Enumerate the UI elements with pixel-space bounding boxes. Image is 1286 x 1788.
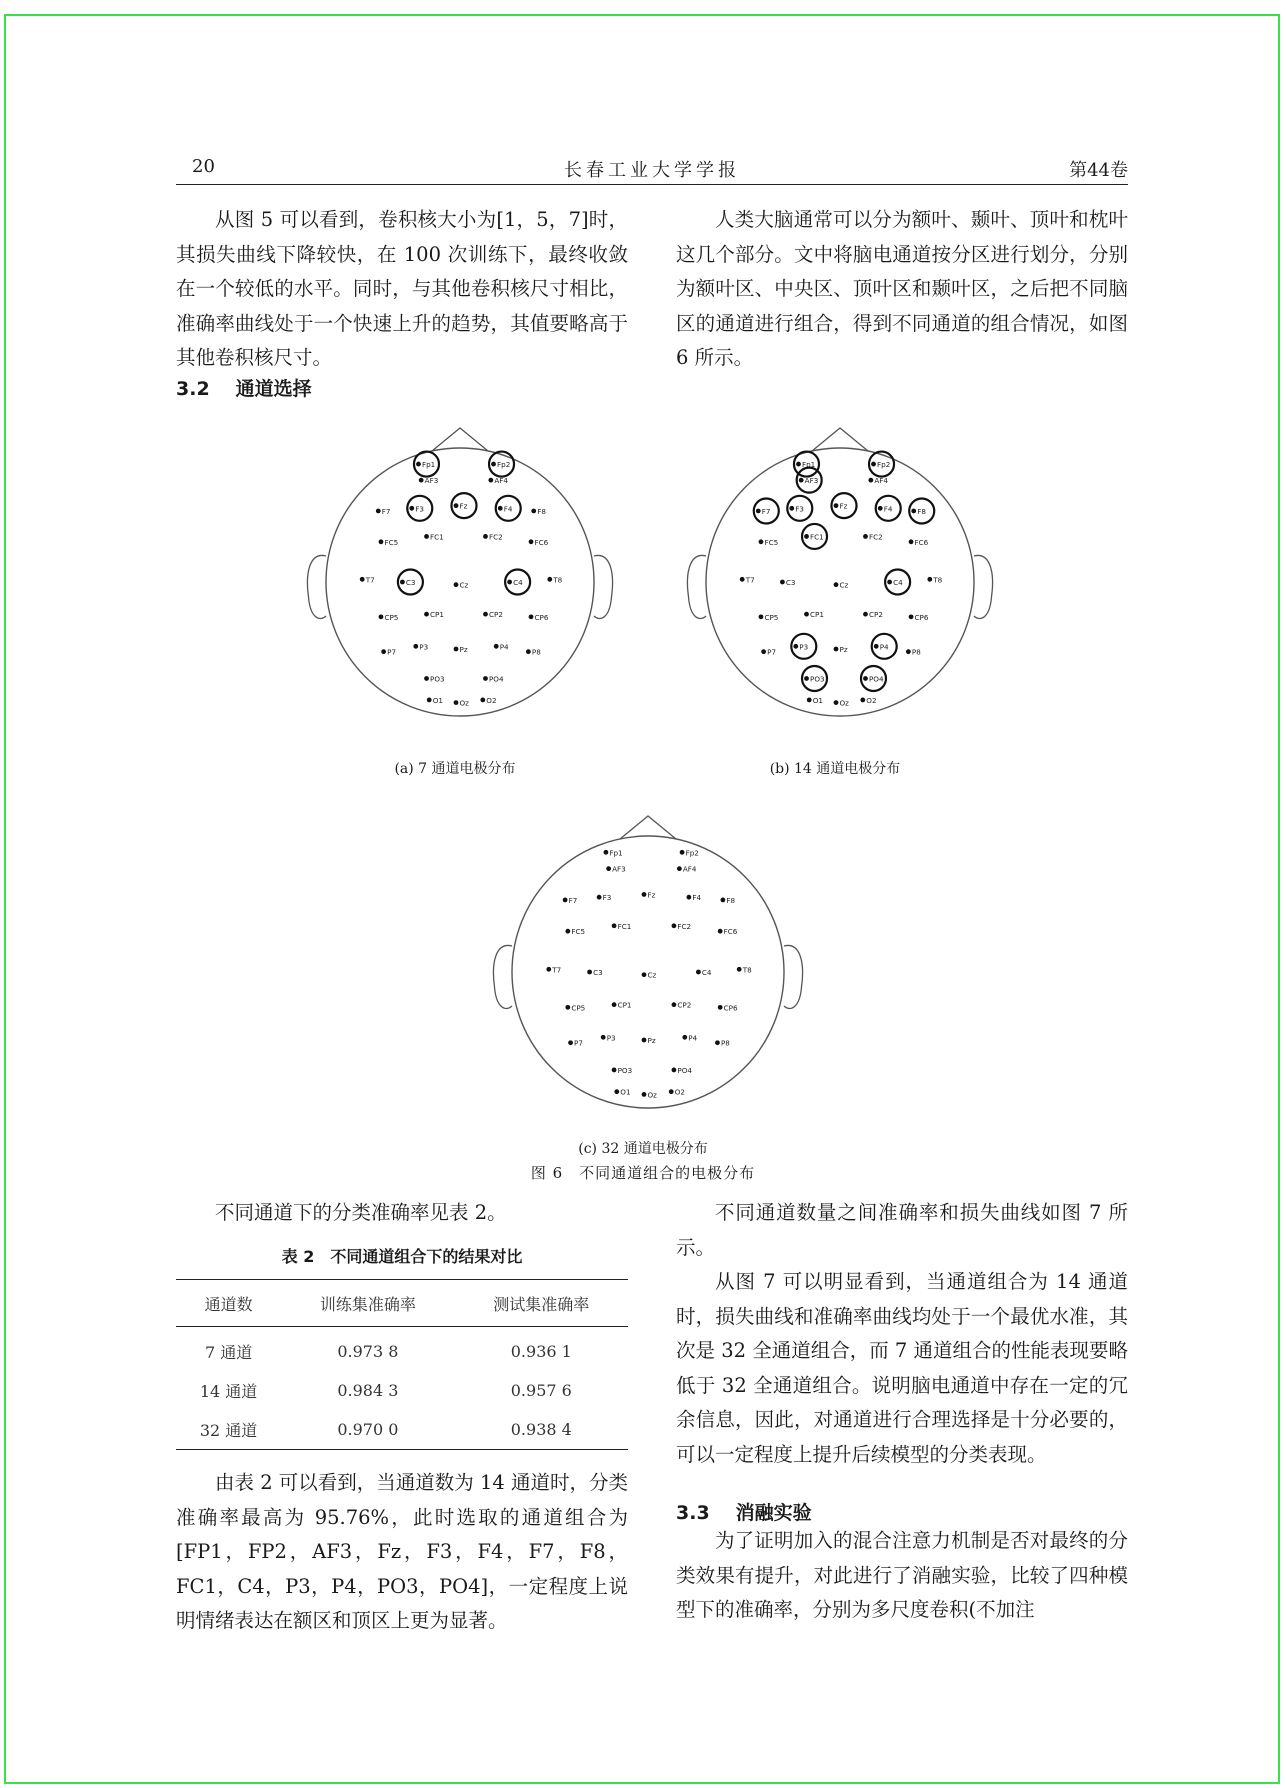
electrode-af4 <box>488 476 508 485</box>
electrode-label: CP6 <box>723 1003 738 1013</box>
electrode-p7 <box>381 648 396 657</box>
left-ear <box>687 555 706 618</box>
electrode-t7 <box>546 965 561 974</box>
electrode-label: FC2 <box>868 532 883 542</box>
electrode-t7 <box>740 575 755 584</box>
electrode-cz <box>642 971 657 980</box>
electrode-label: O1 <box>620 1087 631 1097</box>
electrode-label: Pz <box>459 645 468 654</box>
electrode-label: AF4 <box>494 476 508 486</box>
electrode-cp1 <box>612 1001 632 1010</box>
electrode-label: C4 <box>513 578 523 587</box>
electrode-label: CP1 <box>810 610 824 620</box>
electrode-p3 <box>601 1033 616 1042</box>
electrode-po4 <box>483 674 504 683</box>
electrode-label: F8 <box>537 506 546 516</box>
electrode-label: CP6 <box>534 612 549 622</box>
electrode-label: PO4 <box>677 1065 692 1075</box>
electrode-label: P7 <box>767 647 777 657</box>
left-bottom-paragraph: 由表 2 可以看到，当通道数为 14 通道时，分类准确率最高为 95.76%，此时选取的通道组合为[FP1，FP2，AF3，Fz，F3，F4，F7，F8，FC1，C4，P3，P4，PO3，PO4]，一定程度上说明情绪表达在额区和顶区上更为显著。 <box>176 1471 629 1632</box>
electrode-label: Pz <box>839 645 848 654</box>
electrode-label: Fp1 <box>421 460 436 470</box>
table-header-cell: 通道数 <box>176 1280 281 1327</box>
electrode-fc2 <box>483 532 503 541</box>
electrode-label: P3 <box>419 642 429 652</box>
electrode-c3 <box>398 570 423 595</box>
electrode-label: AF4 <box>682 864 697 874</box>
electrode-label: Fz <box>839 501 848 511</box>
electrode-label: Pz <box>647 1036 656 1045</box>
electrode-fz <box>832 493 857 518</box>
electrode-label: T8 <box>553 575 563 585</box>
electrode-f8 <box>909 498 934 523</box>
electrode-label: O2 <box>674 1087 685 1097</box>
electrode-fc6 <box>529 538 549 547</box>
table-cell: 0.973 8 <box>337 1342 399 1361</box>
table-header-cell: 训练集准确率 <box>281 1280 454 1327</box>
electrode-p8 <box>526 648 541 657</box>
electrode-label: P8 <box>911 647 921 657</box>
electrode-label: F7 <box>568 895 578 905</box>
section-heading-3-3: 3.3 消融实验 <box>676 1502 812 1524</box>
head-diagram-14-channel <box>675 412 1005 722</box>
electrode-label: F4 <box>883 504 893 514</box>
electrode-af3 <box>797 468 822 493</box>
electrode-p8 <box>906 648 921 657</box>
table-cell: 0.957 6 <box>510 1381 572 1400</box>
electrode-f8 <box>531 507 546 516</box>
electrode-label: FC2 <box>677 921 692 931</box>
electrode-label: O1 <box>812 695 823 705</box>
electrode-f3 <box>597 893 612 902</box>
electrode-label: CP2 <box>488 610 503 620</box>
electrode-cp5 <box>565 1003 585 1012</box>
electrode-oz <box>834 699 850 708</box>
section-heading-3-2: 3.2 通道选择 <box>176 378 312 400</box>
electrode-label: O2 <box>866 695 877 705</box>
journal-title: 长春工业大学学报 <box>564 160 740 181</box>
table-cell: 0.984 3 <box>337 1381 399 1400</box>
electrode-label: O2 <box>486 695 497 705</box>
electrode-cz <box>454 581 469 590</box>
electrode-label: PO4 <box>868 674 884 684</box>
electrode-cp2 <box>863 610 883 619</box>
electrode-label: Cz <box>839 580 849 590</box>
electrode-cp6 <box>909 613 929 622</box>
electrode-label: PO3 <box>810 674 825 684</box>
page-number: 20 <box>192 156 215 177</box>
electrode-af4 <box>868 476 888 485</box>
electrode-f4 <box>686 893 701 902</box>
electrode-label: T7 <box>552 965 562 975</box>
electrode-p4 <box>872 634 897 659</box>
right-bottom-paragraph: 为了证明加入的混合注意力机制是否对最终的分类效果有提升，对此进行了消融实验，比较了四种模型下的准确率，分别为多尺度卷积(不加注 <box>676 1529 1128 1621</box>
electrode-label: CP2 <box>868 610 883 620</box>
electrode-fc6 <box>718 927 738 936</box>
electrode-t7 <box>360 575 375 584</box>
table-caption: 表 2 不同通道组合下的结果对比 <box>281 1247 523 1266</box>
electrode-label: P8 <box>720 1038 730 1048</box>
electrode-fc1 <box>612 922 632 931</box>
electrode-f7 <box>754 498 779 523</box>
electrode-f8 <box>720 896 735 905</box>
electrode-fz <box>642 890 656 899</box>
electrode-af3 <box>419 476 439 485</box>
electrode-label: P4 <box>499 642 509 652</box>
electrode-o2 <box>860 696 876 705</box>
electrode-label: P7 <box>387 647 397 657</box>
table-cell: 0.970 0 <box>281 1410 454 1450</box>
running-header <box>176 150 1128 185</box>
electrode-f4 <box>876 496 901 521</box>
electrode-cp5 <box>759 613 779 622</box>
electrode-label: FC5 <box>384 537 399 547</box>
electrode-label: Fp1 <box>609 848 623 858</box>
electrode-p4 <box>494 642 509 651</box>
electrode-label: PO3 <box>617 1065 633 1075</box>
left-ear <box>307 555 326 618</box>
figure-caption: 图 6 不同通道组合的电极分布 <box>530 1164 756 1182</box>
volume-label: 第44卷 <box>1069 160 1128 181</box>
electrode-label: PO3 <box>430 674 445 684</box>
electrode-label: PO4 <box>488 674 504 684</box>
electrode-cp2 <box>483 610 503 619</box>
electrode-label: CP1 <box>430 610 444 620</box>
electrode-label: F7 <box>761 506 771 516</box>
electrode-po4 <box>861 666 886 691</box>
table-row <box>176 1327 628 1372</box>
electrode-label: C3 <box>785 578 796 587</box>
electrode-f3 <box>787 496 812 521</box>
table-cell: 14 通道 <box>199 1382 258 1401</box>
electrode-label: F3 <box>795 504 804 514</box>
electrode-label: Fp2 <box>877 460 891 470</box>
electrode-f3 <box>407 496 432 521</box>
electrode-label: C4 <box>701 968 712 977</box>
electrode-label: F7 <box>381 506 391 516</box>
electrode-fc6 <box>909 538 929 547</box>
electrode-p3 <box>791 634 816 659</box>
electrode-p7 <box>568 1039 583 1048</box>
right-ear <box>784 945 803 1008</box>
electrode-label: CP1 <box>617 1000 632 1010</box>
electrode-label: Fp2 <box>685 848 699 858</box>
electrode-f4 <box>496 496 521 521</box>
left-ear <box>493 945 512 1008</box>
electrode-p3 <box>413 642 428 651</box>
electrode-label: FC1 <box>430 532 444 542</box>
electrode-fp1 <box>604 848 623 857</box>
electrode-label: CP2 <box>677 1000 692 1010</box>
electrode-o1 <box>427 696 443 705</box>
table-cell: 0.936 1 <box>510 1342 572 1361</box>
electrode-f7 <box>563 896 578 905</box>
electrode-label: F4 <box>503 504 513 514</box>
electrode-cz <box>834 581 849 590</box>
electrode-fc2 <box>672 922 692 931</box>
electrode-t8 <box>927 575 942 584</box>
electrode-p4 <box>682 1033 697 1042</box>
table-header-cell: 测试集准确率 <box>455 1280 628 1327</box>
electrode-po3 <box>424 674 444 683</box>
electrode-label: P4 <box>879 642 889 652</box>
left-top-paragraph: 从图 5 可以看到，卷积核大小为[1，5，7]时，其损失曲线下降较快，在 100 次训练下，最终收敛在一个较低的水平。同时，与其他卷积核尺寸相比，准确率曲线处于一个快速上升的趋势，其值要略高于其他卷积核尺寸。 <box>176 208 628 369</box>
electrode-label: Cz <box>459 580 469 590</box>
right-ear <box>974 555 993 618</box>
electrode-label: P3 <box>606 1033 616 1043</box>
electrode-fc1 <box>424 532 444 541</box>
electrode-fz <box>452 493 477 518</box>
electrode-t8 <box>737 965 752 974</box>
electrode-o2 <box>669 1088 685 1097</box>
electrode-c4 <box>505 570 530 595</box>
electrode-pz <box>642 1036 656 1045</box>
results-table <box>176 1279 628 1450</box>
electrode-label: CP5 <box>571 1003 586 1013</box>
electrode-label: FC1 <box>810 532 824 542</box>
electrode-label: Oz <box>647 1090 657 1100</box>
electrode-oz <box>642 1090 658 1099</box>
electrode-label: F8 <box>726 895 736 905</box>
subcaption-b: (b) 14 通道电极分布 <box>769 761 901 777</box>
electrode-label: O1 <box>432 695 443 705</box>
electrode-label: Fz <box>459 501 468 511</box>
electrode-label: Fz <box>647 890 656 900</box>
electrode-label: AF3 <box>804 476 819 486</box>
electrode-po3 <box>612 1066 632 1075</box>
electrode-label: FC5 <box>764 537 779 547</box>
left-mid-text: 不同通道下的分类准确率见表 2。 <box>215 1201 507 1224</box>
electrode-label: P7 <box>574 1038 583 1048</box>
electrode-label: P4 <box>688 1033 698 1043</box>
electrode-label: Cz <box>647 970 657 980</box>
electrode-label: T7 <box>365 575 375 585</box>
subcaption-c: (c) 32 通道电极分布 <box>578 1141 708 1157</box>
electrode-label: F8 <box>917 506 926 516</box>
electrode-label: T8 <box>933 575 943 585</box>
electrode-fc5 <box>759 538 779 547</box>
electrode-fp1 <box>414 452 439 477</box>
electrode-label: Fp1 <box>801 460 816 470</box>
electrode-fc1 <box>802 524 827 549</box>
electrode-af4 <box>677 865 697 874</box>
electrode-o1 <box>614 1088 630 1097</box>
electrode-label: AF3 <box>612 864 626 874</box>
electrode-c3 <box>587 968 602 977</box>
electrode-p7 <box>761 648 776 657</box>
electrode-label: P8 <box>531 647 541 657</box>
electrode-cp1 <box>804 610 824 619</box>
electrode-o2 <box>480 696 496 705</box>
electrode-label: FC2 <box>488 532 503 542</box>
electrode-p8 <box>715 1039 730 1048</box>
electrode-label: C3 <box>405 578 416 587</box>
right-ear <box>594 555 613 618</box>
right-mid-paragraphs: 不同通道数量之间准确率和损失曲线如图 7 所示。 从图 7 可以明显看到，当通道组合为 14 通道时，损失曲线和准确率曲线均处于一个最优水准，其次是 32 全通道组合，而 7 通道组合的性能表现要略低于 32 全通道组合。说明脑电通道中存在一定的冗余信息，因此，对通道进行合理选择是十分必要的，可以一定程度上提升后续模型的分类表现。 <box>676 1201 1129 1466</box>
electrode-c4 <box>696 968 712 977</box>
electrode-f7 <box>376 507 391 516</box>
table-row <box>176 1410 628 1450</box>
electrode-o1 <box>807 696 823 705</box>
electrode-cp2 <box>672 1001 692 1010</box>
electrode-label: F3 <box>415 504 424 514</box>
electrode-label: CP5 <box>764 612 779 622</box>
electrode-label: CP6 <box>914 612 929 622</box>
electrode-oz <box>454 699 470 708</box>
electrode-label: FC6 <box>534 537 549 547</box>
electrode-po3 <box>802 666 827 691</box>
electrode-po4 <box>672 1066 693 1075</box>
table-cell: 32 通道 <box>176 1410 281 1450</box>
electrode-fp2 <box>680 848 699 857</box>
electrode-label: AF3 <box>424 476 439 486</box>
electrode-pz <box>834 645 848 654</box>
table-cell: 7 通道 <box>204 1343 253 1362</box>
electrode-c3 <box>780 578 795 587</box>
electrode-label: FC5 <box>571 927 586 937</box>
electrode-af3 <box>606 865 626 874</box>
electrode-pz <box>454 645 468 654</box>
electrode-fc2 <box>863 532 883 541</box>
electrode-label: C3 <box>593 968 603 977</box>
head-diagram-32-channel <box>483 790 813 1120</box>
table-header-row <box>176 1280 628 1327</box>
electrode-t8 <box>547 575 562 584</box>
electrode-cp6 <box>718 1003 738 1012</box>
electrode-label: Fp2 <box>497 460 511 470</box>
electrode-fc5 <box>565 927 585 936</box>
electrode-label: FC6 <box>723 927 738 937</box>
subcaption-a: (a) 7 通道电极分布 <box>394 761 516 777</box>
electrode-label: T8 <box>742 965 752 975</box>
table-cell: 0.938 4 <box>455 1410 628 1450</box>
head-diagram-7-channel <box>295 412 625 722</box>
electrode-fc5 <box>379 538 399 547</box>
electrode-label: CP5 <box>384 612 399 622</box>
electrode-label: FC1 <box>617 921 632 931</box>
table-row <box>176 1371 628 1410</box>
electrode-c4 <box>885 570 910 595</box>
electrode-label: P3 <box>799 642 809 652</box>
electrode-cp5 <box>379 613 399 622</box>
electrode-label: C4 <box>893 578 903 587</box>
electrode-cp6 <box>529 613 549 622</box>
electrode-label: AF4 <box>874 476 888 486</box>
electrode-label: FC6 <box>914 537 929 547</box>
electrode-label: Oz <box>839 698 849 708</box>
electrode-label: T7 <box>745 575 755 585</box>
electrode-label: F3 <box>602 893 612 903</box>
electrode-label: Oz <box>459 698 469 708</box>
electrode-label: F4 <box>692 893 702 903</box>
electrode-cp1 <box>424 610 444 619</box>
right-top-paragraph: 人类大脑通常可以分为额叶、颞叶、顶叶和枕叶这几个部分。文中将脑电通道按分区进行划分，分别为额叶区、中央区、顶叶区和颞叶区，之后把不同脑区的通道进行组合，得到不同通道的组合情况，如图 6 所示。 <box>676 208 1128 369</box>
